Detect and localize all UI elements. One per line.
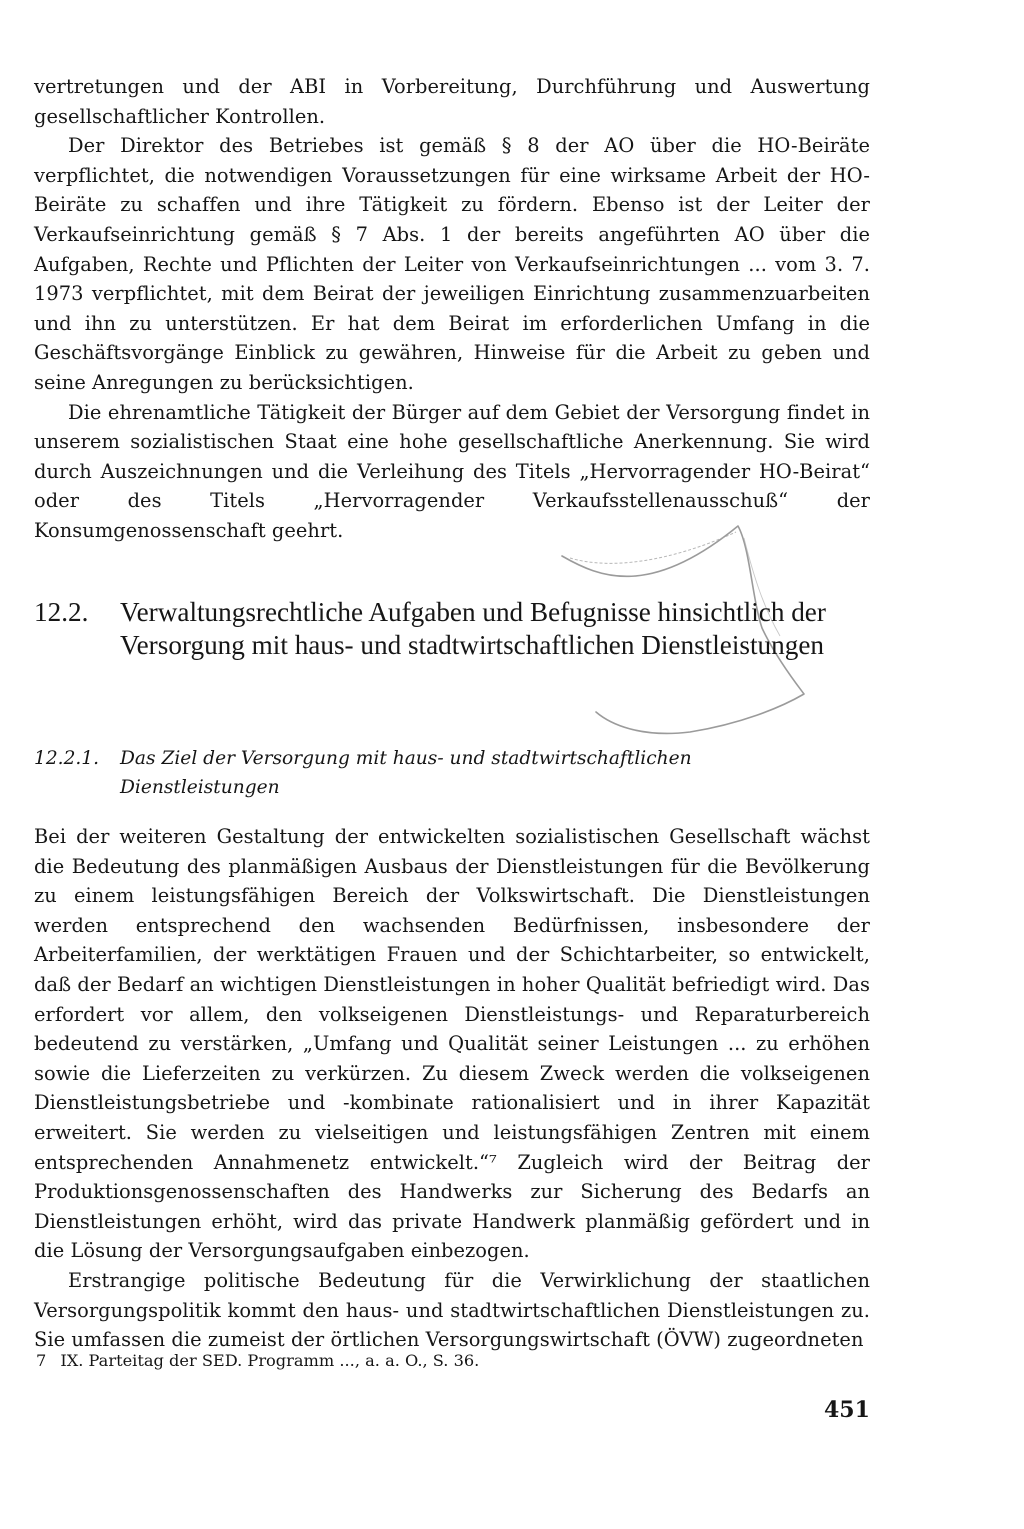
footnote-text: IX. Parteitag der SED. Programm ..., a. a. O., S. 36.: [60, 1351, 480, 1370]
top-text-block: [34, 72, 870, 546]
paragraph-recognition: Die ehrenamtliche Tätigkeit der Bürger auf dem Gebiet der Versorgung findet in unserem sozialistischen Staat eine hohe gesellschaftliche Anerkennung. Sie wird durch Auszeichnungen und die Verleihung des Titels „Hervorragender HO-Beirat“ oder des Titels „Hervorragender Verkaufsstellenausschuß“ der Konsumgenossenschaft geehrt.: [34, 400, 870, 542]
section-title: Verwaltungsrechtliche Aufgaben und Befugnisse hinsichtlich der Versorgung mit haus- und stadtwirtschaftlichen Dienstleistungen: [120, 597, 826, 660]
section-heading: [34, 596, 834, 661]
paragraph-director-duties: Der Direktor des Betriebes ist gemäß § 8 der AO über die HO-Beiräte verpflichtet, die notwendigen Voraussetzungen für eine wirksame Arbeit der HO-Beiräte zu schaffen und ihre Tätigkeit zu fördern. Ebenso ist der Leiter der Verkaufseinrichtung gemäß § 7 Abs. 1 der bereits angeführten AO über die Aufgaben, Rechte und Pflichten der Leiter von Verkaufseinrichtungen ... vom 3. 7. 1973 verpflichtet, mit dem Beirat der jeweiligen Einrichtung zusammenzuarbeiten und ihn zu unterstützen. Er hat dem Beirat im erforderlichen Umfang in die Geschäftsvorgänge Einblick zu gewähren, Hinweise für die Arbeit zu geben und seine Anregungen zu berücksichtigen.: [34, 134, 870, 394]
paragraph-continuation: vertretungen und der ABI in Vorbereitung, Durchführung und Auswertung gesellschaftlicher Kontrollen.: [34, 75, 870, 128]
subsection-number: 12.2.1.: [34, 748, 100, 769]
subsection-heading: [34, 744, 834, 802]
paragraph-services-development: Bei der weiteren Gestaltung der entwickelten sozialistischen Gesellschaft wächst die Bedeutung des planmäßigen Ausbaus der Dienstleistungen für die Bevölkerung zu einem leistungsfähigen Bereich der Volkswirtschaft. Die Dienstleistungen werden entsprechend den wachsenden Bedürfnissen, insbesondere der Arbeiterfamilien, der werktätigen Frauen und der Schichtarbeiter, so entwickelt, daß der Bedarf an wichtigen Dienstleistungen in hoher Qualität befriedigt wird. Das erfordert vor allem, den volkseigenen Dienstleistungs- und Reparaturbereich bedeutend zu verstärken, „Umfang und Qualität seiner Leistungen ... zu erhöhen sowie die Lieferzeiten zu verkürzen. Zu diesem Zweck werden die volkseigenen Dienstleistungsbetriebe und -kombinate rationalisiert und in ihrer Kapazität erweitert. Sie werden zu vielseitigen und leistungsfähigen Zentren mit einem entsprechenden Annahmenetz entwickelt.“⁷ Zugleich wird der Beitrag der Produktionsgenossenschaften des Handwerks zur Sicherung des Bedarfs an Dienstleistungen erhöht, wird das private Handwerk planmäßig gefördert und in die Lösung der Versorgungsaufgaben einbezogen.: [34, 825, 870, 1263]
subsection-title: Das Ziel der Versorgung mit haus- und stadtwirtschaftlichen Dienstleistungen: [120, 748, 692, 798]
page-number: 451: [824, 1397, 870, 1423]
bottom-text-block: [34, 822, 870, 1355]
footnote: [36, 1350, 479, 1372]
footnote-marker: 7: [36, 1351, 47, 1370]
paragraph-political-importance: Erstrangige politische Bedeutung für die Verwirklichung der staatlichen Versorgungspolitik kommt den haus- und stadtwirtschaftlichen Dienstleistungen zu. Sie umfassen die zumeist der örtlichen Versorgungswirtschaft (ÖVW) zugeordneten: [34, 1268, 870, 1352]
section-number: 12.2.: [34, 597, 89, 627]
